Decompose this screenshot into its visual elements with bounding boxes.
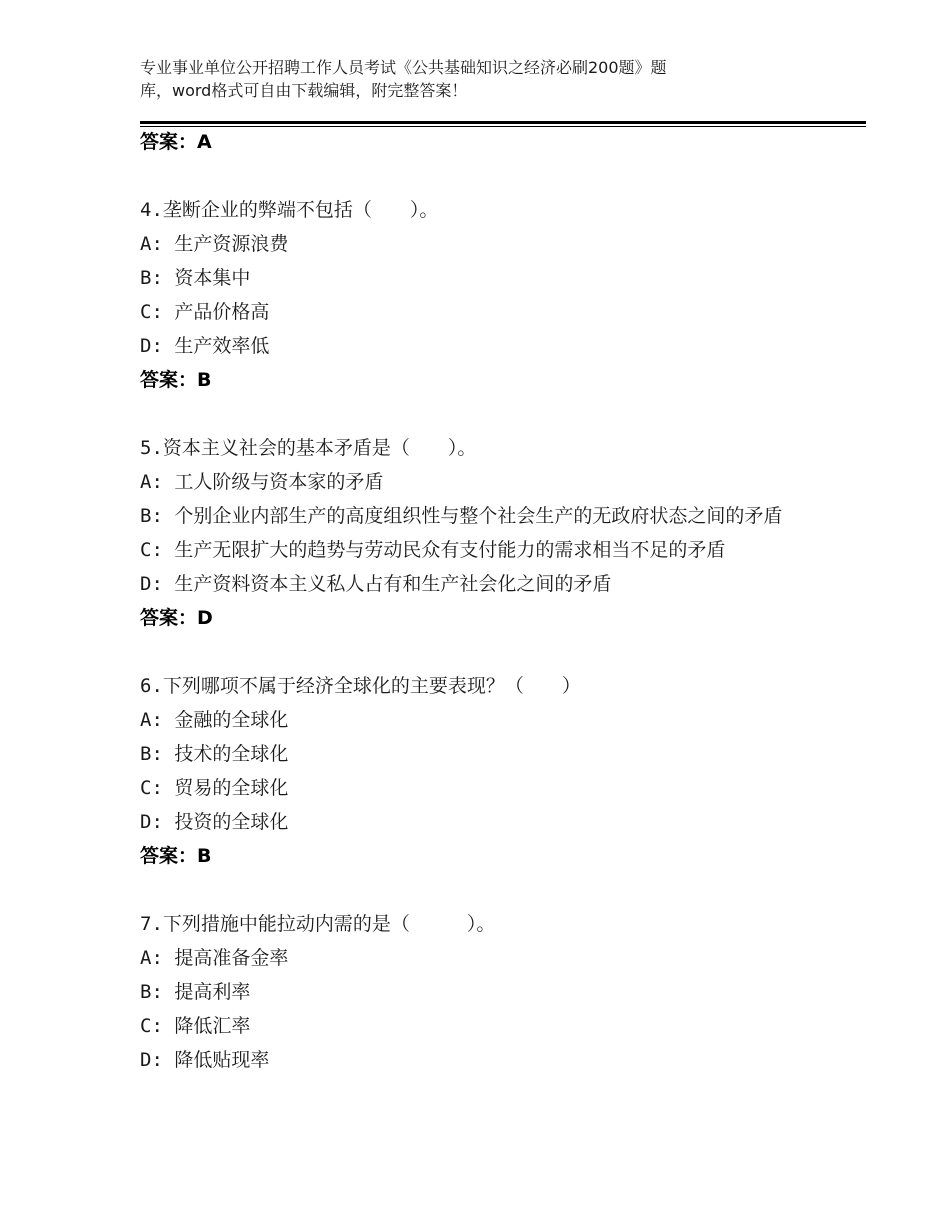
- option-c: C: 产品价格高: [140, 301, 270, 323]
- question-4: [140, 193, 830, 397]
- option-a: A: 生产资源浪费: [140, 233, 289, 255]
- previous-answer-block: [140, 125, 830, 159]
- question-stem: 4.垄断企业的弊端不包括（ ）。: [140, 199, 439, 221]
- option-b: B: 资本集中: [140, 267, 251, 289]
- question-7: [140, 907, 830, 1077]
- answer-label: 答案：D: [140, 607, 213, 629]
- option-b: B: 个别企业内部生产的高度组织性与整个社会生产的无政府状态之间的矛盾: [140, 505, 783, 527]
- option-a: A: 工人阶级与资本家的矛盾: [140, 471, 384, 493]
- answer-label: 答案：A: [140, 131, 212, 153]
- answer-label: 答案：B: [140, 369, 212, 391]
- option-a: A: 提高准备金率: [140, 947, 289, 969]
- header-divider-thick: [140, 121, 866, 124]
- header-title-line-2: 库，word格式可自由下载编辑，附完整答案！: [140, 81, 468, 100]
- option-b: B: 提高利率: [140, 981, 251, 1003]
- question-stem: 6.下列哪项不属于经济全球化的主要表现？（ ）: [140, 675, 581, 697]
- option-b: B: 技术的全球化: [140, 743, 289, 765]
- question-list: [140, 125, 830, 1111]
- question-stem: 7.下列措施中能拉动内需的是（ ）。: [140, 913, 496, 935]
- option-c: C: 贸易的全球化: [140, 777, 289, 799]
- option-c: C: 降低汇率: [140, 1015, 251, 1037]
- question-stem: 5.资本主义社会的基本矛盾是（ ）。: [140, 437, 477, 459]
- question-5: [140, 431, 830, 635]
- option-a: A: 金融的全球化: [140, 709, 289, 731]
- option-d: D: 生产资料资本主义私人占有和生产社会化之间的矛盾: [140, 573, 612, 595]
- option-d: D: 生产效率低: [140, 335, 270, 357]
- answer-label: 答案：B: [140, 845, 212, 867]
- header-title-line-1: 专业事业单位公开招聘工作人员考试《公共基础知识之经济必刷200题》题: [140, 58, 667, 77]
- option-c: C: 生产无限扩大的趋势与劳动民众有支付能力的需求相当不足的矛盾: [140, 539, 726, 561]
- question-6: [140, 669, 830, 873]
- option-d: D: 投资的全球化: [140, 811, 289, 833]
- option-d: D: 降低贴现率: [140, 1049, 270, 1071]
- document-header: [140, 56, 780, 102]
